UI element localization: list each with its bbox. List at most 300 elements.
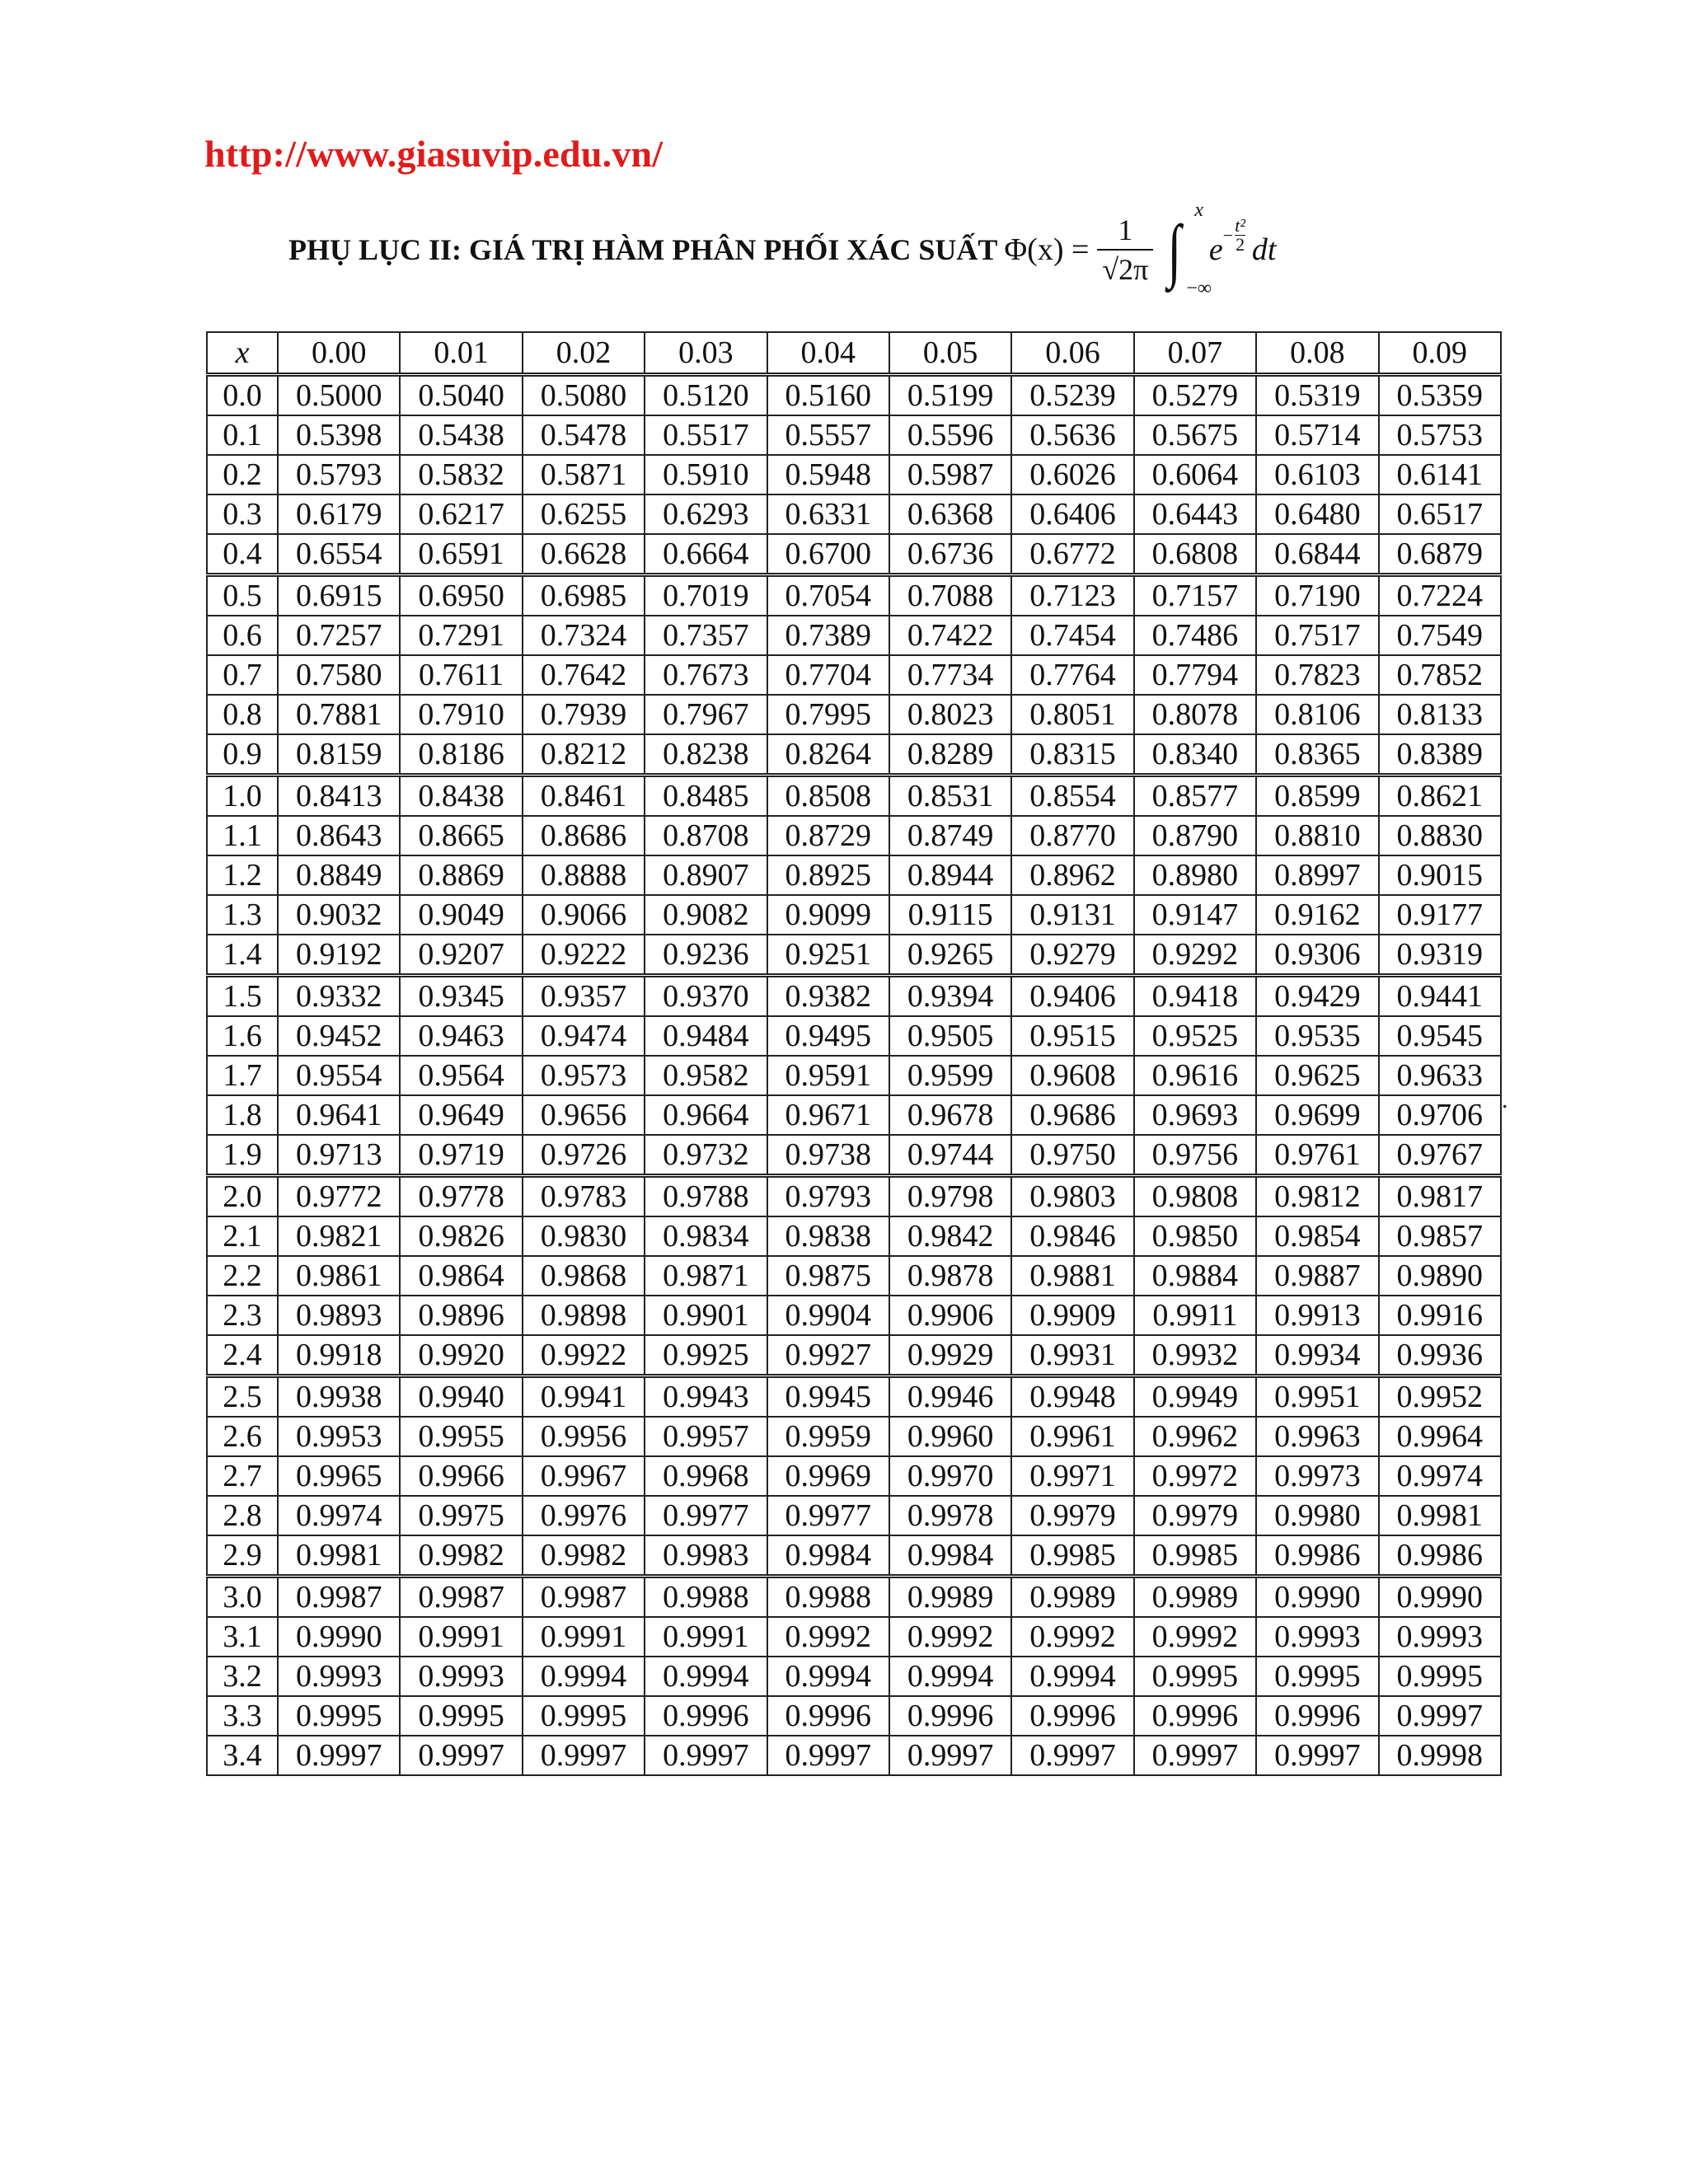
phi-value-cell: 0.9878 [889, 1256, 1011, 1296]
phi-value-cell: 0.9931 [1011, 1335, 1133, 1376]
phi-value-cell: 0.5000 [278, 375, 400, 416]
phi-value-cell: 0.7549 [1379, 616, 1501, 655]
phi-value-cell: 0.9979 [1134, 1496, 1256, 1535]
phi-value-cell: 0.9916 [1379, 1296, 1501, 1335]
x-value-cell: 2.9 [207, 1535, 278, 1577]
phi-value-cell: 0.9265 [889, 935, 1011, 976]
phi-value-cell: 0.9418 [1134, 976, 1256, 1017]
table-row [207, 935, 1501, 976]
page-title [288, 196, 1276, 303]
phi-value-cell: 0.7157 [1134, 575, 1256, 616]
phi-value-cell: 0.8997 [1256, 855, 1378, 895]
phi-value-cell: 0.9952 [1379, 1376, 1501, 1418]
phi-value-cell: 0.6554 [278, 534, 400, 575]
phi-value-cell: 0.9783 [523, 1176, 645, 1217]
row-group [207, 575, 1501, 776]
phi-value-cell: 0.9987 [400, 1577, 522, 1618]
phi-value-cell: 0.9761 [1256, 1135, 1378, 1176]
phi-value-cell: 0.8531 [889, 776, 1011, 817]
phi-value-cell: 0.9554 [278, 1056, 400, 1095]
phi-value-cell: 0.9993 [400, 1657, 522, 1696]
phi-value-cell: 0.9854 [1256, 1216, 1378, 1256]
phi-value-cell: 0.9997 [400, 1736, 522, 1775]
phi-value-cell: 0.8212 [523, 734, 645, 776]
x-value-cell: 1.9 [207, 1135, 278, 1176]
column-header: 0.01 [400, 332, 522, 375]
phi-value-cell: 0.9938 [278, 1376, 400, 1418]
phi-value-cell: 0.9850 [1134, 1216, 1256, 1256]
phi-value-cell: 0.6628 [523, 534, 645, 575]
phi-value-cell: 0.8289 [889, 734, 1011, 776]
phi-value-cell: 0.9987 [278, 1577, 400, 1618]
phi-value-cell: 0.6179 [278, 494, 400, 534]
phi-value-cell: 0.5793 [278, 455, 400, 494]
phi-value-cell: 0.6368 [889, 494, 1011, 534]
table-header-row [207, 332, 1501, 375]
x-value-cell: 2.0 [207, 1176, 278, 1217]
phi-value-cell: 0.9656 [523, 1095, 645, 1135]
phi-value-cell: 0.9591 [767, 1056, 889, 1095]
phi-value-cell: 0.9788 [645, 1176, 767, 1217]
phi-value-cell: 0.8849 [278, 855, 400, 895]
table-row [207, 455, 1501, 494]
x-value-cell: 3.0 [207, 1577, 278, 1618]
phi-value-cell: 0.8686 [523, 816, 645, 855]
phi-value-cell: 0.9989 [889, 1577, 1011, 1618]
phi-value-cell: 0.7704 [767, 655, 889, 695]
phi-value-cell: 0.8869 [400, 855, 522, 895]
phi-value-cell: 0.9989 [1134, 1577, 1256, 1618]
phi-value-cell: 0.5239 [1011, 375, 1133, 416]
x-value-cell: 3.3 [207, 1696, 278, 1736]
phi-value-cell: 0.7734 [889, 655, 1011, 695]
phi-value-cell: 0.9545 [1379, 1016, 1501, 1056]
phi-value-cell: 0.9429 [1256, 976, 1378, 1017]
column-header: 0.06 [1011, 332, 1133, 375]
phi-value-cell: 0.9974 [1379, 1456, 1501, 1496]
x-value-cell: 2.4 [207, 1335, 278, 1376]
phi-value-cell: 0.6700 [767, 534, 889, 575]
phi-value-cell: 0.9982 [400, 1535, 522, 1577]
table-row [207, 734, 1501, 776]
phi-value-cell: 0.9162 [1256, 895, 1378, 935]
phi-value-cell: 0.8315 [1011, 734, 1133, 776]
phi-value-cell: 0.9772 [278, 1176, 400, 1217]
phi-value-cell: 0.9505 [889, 1016, 1011, 1056]
phi-value-cell: 0.9693 [1134, 1095, 1256, 1135]
integral-upper: x [1194, 199, 1203, 221]
phi-value-cell: 0.6331 [767, 494, 889, 534]
phi-value-cell: 0.6772 [1011, 534, 1133, 575]
phi-value-cell: 0.7580 [278, 655, 400, 695]
table-row [207, 534, 1501, 575]
phi-value-cell: 0.5199 [889, 375, 1011, 416]
phi-value-cell: 0.5596 [889, 415, 1011, 455]
exponent-denominator: 2 [1236, 234, 1245, 255]
phi-value-cell: 0.9406 [1011, 976, 1133, 1017]
phi-value-cell: 0.5080 [523, 375, 645, 416]
phi-value-cell: 0.9893 [278, 1296, 400, 1335]
table-row [207, 1296, 1501, 1335]
table-row [207, 655, 1501, 695]
phi-value-cell: 0.7454 [1011, 616, 1133, 655]
phi-value-cell: 0.9997 [1379, 1696, 1501, 1736]
phi-value-cell: 0.9990 [1379, 1577, 1501, 1618]
x-value-cell: 1.5 [207, 976, 278, 1017]
table-row [207, 1736, 1501, 1775]
phi-value-cell: 0.9986 [1379, 1535, 1501, 1577]
table-row [207, 1657, 1501, 1696]
phi-value-cell: 0.9945 [767, 1376, 889, 1418]
phi-value-cell: 0.9997 [278, 1736, 400, 1775]
phi-value-cell: 0.9993 [1379, 1617, 1501, 1657]
table-row [207, 895, 1501, 935]
exponent-sign: − [1222, 224, 1234, 246]
table-row [207, 415, 1501, 455]
phi-value-cell: 0.5557 [767, 415, 889, 455]
phi-value-cell: 0.9357 [523, 976, 645, 1017]
phi-value-cell: 0.9943 [645, 1376, 767, 1418]
phi-value-cell: 0.9177 [1379, 895, 1501, 935]
phi-value-cell: 0.9573 [523, 1056, 645, 1095]
phi-value-cell: 0.9778 [400, 1176, 522, 1217]
phi-value-cell: 0.9995 [1379, 1657, 1501, 1696]
phi-value-cell: 0.7967 [645, 695, 767, 734]
phi-value-cell: 0.8790 [1134, 816, 1256, 855]
phi-value-cell: 0.9996 [889, 1696, 1011, 1736]
phi-value-cell: 0.9969 [767, 1456, 889, 1496]
phi-value-cell: 0.9868 [523, 1256, 645, 1296]
phi-value-cell: 0.8389 [1379, 734, 1501, 776]
phi-value-cell: 0.5636 [1011, 415, 1133, 455]
phi-value-cell: 0.5871 [523, 455, 645, 494]
x-value-cell: 1.4 [207, 935, 278, 976]
phi-value-cell: 0.8907 [645, 855, 767, 895]
x-value-cell: 2.2 [207, 1256, 278, 1296]
phi-value-cell: 0.9966 [400, 1456, 522, 1496]
phi-value-cell: 0.9394 [889, 976, 1011, 1017]
x-value-cell: 0.1 [207, 415, 278, 455]
x-value-cell: 2.8 [207, 1496, 278, 1535]
phi-value-cell: 0.9936 [1379, 1335, 1501, 1376]
phi-value-cell: 0.8708 [645, 816, 767, 855]
phi-value-cell: 0.9756 [1134, 1135, 1256, 1176]
phi-value-cell: 0.9983 [645, 1535, 767, 1577]
phi-value-cell: 0.9599 [889, 1056, 1011, 1095]
phi-value-cell: 0.9996 [1256, 1696, 1378, 1736]
phi-value-cell: 0.8159 [278, 734, 400, 776]
x-value-cell: 1.1 [207, 816, 278, 855]
table-row [207, 375, 1501, 416]
phi-formula [1004, 199, 1277, 299]
phi-value-cell: 0.9251 [767, 935, 889, 976]
phi-value-cell: 0.9452 [278, 1016, 400, 1056]
row-group [207, 375, 1501, 575]
table-row [207, 1535, 1501, 1577]
phi-value-cell: 0.5517 [645, 415, 767, 455]
x-value-cell: 3.2 [207, 1657, 278, 1696]
phi-value-cell: 0.9015 [1379, 855, 1501, 895]
phi-value-cell: 0.9981 [1379, 1496, 1501, 1535]
phi-value-cell: 0.9997 [523, 1736, 645, 1775]
phi-value-cell: 0.9981 [278, 1535, 400, 1577]
phi-value-cell: 0.9976 [523, 1496, 645, 1535]
phi-value-cell: 0.9032 [278, 895, 400, 935]
phi-value-cell: 0.9649 [400, 1095, 522, 1135]
phi-value-cell: 0.7357 [645, 616, 767, 655]
phi-value-cell: 0.7881 [278, 695, 400, 734]
phi-value-cell: 0.9998 [1379, 1736, 1501, 1775]
phi-value-cell: 0.6064 [1134, 455, 1256, 494]
phi-value-cell: 0.9927 [767, 1335, 889, 1376]
phi-value-cell: 0.9994 [1011, 1657, 1133, 1696]
phi-value-cell: 0.9940 [400, 1376, 522, 1418]
phi-value-cell: 0.9706 [1379, 1095, 1501, 1135]
phi-value-cell: 0.8238 [645, 734, 767, 776]
phi-value-cell: 0.9608 [1011, 1056, 1133, 1095]
phi-value-cell: 0.7486 [1134, 616, 1256, 655]
phi-value-cell: 0.9345 [400, 976, 522, 1017]
phi-value-cell: 0.9949 [1134, 1376, 1256, 1418]
phi-value-cell: 0.7257 [278, 616, 400, 655]
table-row [207, 1456, 1501, 1496]
phi-value-cell: 0.9922 [523, 1335, 645, 1376]
phi-value-cell: 0.9985 [1134, 1535, 1256, 1577]
phi-value-cell: 0.9441 [1379, 976, 1501, 1017]
phi-value-cell: 0.9871 [645, 1256, 767, 1296]
phi-value-cell: 0.9975 [400, 1496, 522, 1535]
phi-value-cell: 0.9279 [1011, 935, 1133, 976]
phi-value-cell: 0.9319 [1379, 935, 1501, 976]
phi-value-cell: 0.9887 [1256, 1256, 1378, 1296]
phi-value-cell: 0.8340 [1134, 734, 1256, 776]
phi-value-cell: 0.6103 [1256, 455, 1378, 494]
phi-value-cell: 0.9821 [278, 1216, 400, 1256]
phi-value-cell: 0.8554 [1011, 776, 1133, 817]
phi-value-cell: 0.9973 [1256, 1456, 1378, 1496]
column-header: 0.03 [645, 332, 767, 375]
phi-value-cell: 0.7324 [523, 616, 645, 655]
column-header: 0.00 [278, 332, 400, 375]
table-row [207, 776, 1501, 817]
x-value-cell: 1.8 [207, 1095, 278, 1135]
column-header: 0.08 [1256, 332, 1378, 375]
phi-value-cell: 0.9980 [1256, 1496, 1378, 1535]
x-value-cell: 2.6 [207, 1417, 278, 1456]
site-link[interactable]: http://www.giasuvip.edu.vn/ [204, 133, 663, 175]
phi-value-cell: 0.9990 [1256, 1577, 1378, 1618]
phi-value-cell: 0.6293 [645, 494, 767, 534]
table-row [207, 575, 1501, 616]
phi-value-cell: 0.8944 [889, 855, 1011, 895]
phi-value-cell: 0.6406 [1011, 494, 1133, 534]
phi-value-cell: 0.8770 [1011, 816, 1133, 855]
x-value-cell: 2.1 [207, 1216, 278, 1256]
phi-value-cell: 0.9678 [889, 1095, 1011, 1135]
table-row [207, 1016, 1501, 1056]
phi-value-cell: 0.8729 [767, 816, 889, 855]
phi-value-cell: 0.8665 [400, 816, 522, 855]
phi-value-cell: 0.9913 [1256, 1296, 1378, 1335]
phi-value-cell: 0.9984 [767, 1535, 889, 1577]
phi-value-cell: 0.9535 [1256, 1016, 1378, 1056]
phi-value-cell: 0.8413 [278, 776, 400, 817]
phi-value-cell: 0.9906 [889, 1296, 1011, 1335]
phi-value-cell: 0.9582 [645, 1056, 767, 1095]
phi-value-cell: 0.8485 [645, 776, 767, 817]
row-group [207, 976, 1501, 1176]
phi-value-cell: 0.8461 [523, 776, 645, 817]
phi-value-cell: 0.5120 [645, 375, 767, 416]
table-row [207, 1376, 1501, 1418]
phi-value-cell: 0.9977 [767, 1496, 889, 1535]
phi-value-cell: 0.9564 [400, 1056, 522, 1095]
phi-value-cell: 0.9671 [767, 1095, 889, 1135]
phi-value-cell: 0.9842 [889, 1216, 1011, 1256]
phi-value-cell: 0.9082 [645, 895, 767, 935]
table-row [207, 1617, 1501, 1657]
phi-value-cell: 0.9997 [767, 1736, 889, 1775]
phi-value-cell: 0.9641 [278, 1095, 400, 1135]
x-value-cell: 3.4 [207, 1736, 278, 1775]
phi-value-cell: 0.7794 [1134, 655, 1256, 695]
phi-value-cell: 0.9991 [645, 1617, 767, 1657]
table-row [207, 1335, 1501, 1376]
phi-value-cell: 0.9370 [645, 976, 767, 1017]
phi-value-cell: 0.9988 [645, 1577, 767, 1618]
phi-value-cell: 0.8264 [767, 734, 889, 776]
x-value-cell: 0.7 [207, 655, 278, 695]
phi-table-container [206, 331, 1502, 1776]
phi-value-cell: 0.9953 [278, 1417, 400, 1456]
phi-value-cell: 0.9826 [400, 1216, 522, 1256]
phi-value-cell: 0.9808 [1134, 1176, 1256, 1217]
phi-value-cell: 0.7611 [400, 655, 522, 695]
phi-value-cell: 0.6915 [278, 575, 400, 616]
phi-value-cell: 0.9992 [1134, 1617, 1256, 1657]
phi-value-cell: 0.9963 [1256, 1417, 1378, 1456]
table-row [207, 976, 1501, 1017]
title-text: PHỤ LỤC II: GIÁ TRỊ HÀM PHÂN PHỐI XÁC SUẤT [288, 233, 998, 266]
x-value-cell: 0.8 [207, 695, 278, 734]
phi-value-cell: 0.8078 [1134, 695, 1256, 734]
phi-value-cell: 0.9970 [889, 1456, 1011, 1496]
phi-value-cell: 0.9896 [400, 1296, 522, 1335]
exponent-numerator: t² [1235, 215, 1245, 236]
phi-value-cell: 0.9988 [767, 1577, 889, 1618]
phi-value-cell: 0.9817 [1379, 1176, 1501, 1217]
phi-value-cell: 0.9798 [889, 1176, 1011, 1217]
table-row [207, 1056, 1501, 1095]
phi-value-cell: 0.6664 [645, 534, 767, 575]
column-header: 0.07 [1134, 332, 1256, 375]
phi-value-cell: 0.9992 [767, 1617, 889, 1657]
phi-value-cell: 0.9992 [889, 1617, 1011, 1657]
formula-dt: dt [1251, 232, 1277, 267]
phi-value-cell: 0.6517 [1379, 494, 1501, 534]
phi-value-cell: 0.8830 [1379, 816, 1501, 855]
phi-value-cell: 0.9834 [645, 1216, 767, 1256]
phi-value-cell: 0.7422 [889, 616, 1011, 655]
phi-value-cell: 0.9979 [1011, 1496, 1133, 1535]
phi-value-cell: 0.7291 [400, 616, 522, 655]
phi-value-cell: 0.9993 [278, 1657, 400, 1696]
phi-value-cell: 0.8621 [1379, 776, 1501, 817]
phi-value-cell: 0.9713 [278, 1135, 400, 1176]
phi-value-cell: 0.9956 [523, 1417, 645, 1456]
phi-value-cell: 0.9744 [889, 1135, 1011, 1176]
formula-fraction [1097, 213, 1153, 287]
phi-value-cell: 0.9726 [523, 1135, 645, 1176]
phi-value-cell: 0.9793 [767, 1176, 889, 1217]
phi-value-cell: 0.5987 [889, 455, 1011, 494]
x-value-cell: 0.9 [207, 734, 278, 776]
phi-value-cell: 0.9616 [1134, 1056, 1256, 1095]
phi-value-cell: 0.9978 [889, 1496, 1011, 1535]
phi-value-cell: 0.9738 [767, 1135, 889, 1176]
phi-value-cell: 0.9997 [645, 1736, 767, 1775]
phi-value-cell: 0.8438 [400, 776, 522, 817]
phi-value-cell: 0.9920 [400, 1335, 522, 1376]
table-row [207, 695, 1501, 734]
phi-value-cell: 0.7123 [1011, 575, 1133, 616]
formula-exponential [1208, 215, 1277, 268]
phi-value-cell: 0.8749 [889, 816, 1011, 855]
phi-value-cell: 0.6026 [1011, 455, 1133, 494]
phi-value-cell: 0.9918 [278, 1335, 400, 1376]
row-group [207, 1577, 1501, 1776]
formula-exponent [1223, 217, 1245, 254]
phi-value-cell: 0.5359 [1379, 375, 1501, 416]
phi-value-cell: 0.9664 [645, 1095, 767, 1135]
phi-value-cell: 0.8186 [400, 734, 522, 776]
phi-value-cell: 0.9959 [767, 1417, 889, 1456]
integral-sign: ∫ x −∞ [1167, 199, 1212, 299]
phi-value-cell: 0.9997 [1011, 1736, 1133, 1775]
phi-value-cell: 0.9750 [1011, 1135, 1133, 1176]
table-row [207, 1095, 1501, 1135]
phi-value-cell: 0.7088 [889, 575, 1011, 616]
phi-value-cell: 0.6985 [523, 575, 645, 616]
table-row [207, 855, 1501, 895]
phi-value-table [206, 331, 1502, 1776]
phi-value-cell: 0.7995 [767, 695, 889, 734]
phi-value-cell: 0.9131 [1011, 895, 1133, 935]
phi-value-cell: 0.7939 [523, 695, 645, 734]
phi-value-cell: 0.9633 [1379, 1056, 1501, 1095]
x-value-cell: 3.1 [207, 1617, 278, 1657]
phi-value-cell: 0.8023 [889, 695, 1011, 734]
x-value-cell: 0.5 [207, 575, 278, 616]
phi-value-cell: 0.9968 [645, 1456, 767, 1496]
phi-value-cell: 0.9948 [1011, 1376, 1133, 1418]
phi-value-cell: 0.9995 [523, 1696, 645, 1736]
phi-value-cell: 0.9719 [400, 1135, 522, 1176]
phi-value-cell: 0.9625 [1256, 1056, 1378, 1095]
phi-value-cell: 0.7642 [523, 655, 645, 695]
x-value-cell: 1.2 [207, 855, 278, 895]
x-value-cell: 0.2 [207, 455, 278, 494]
phi-value-cell: 0.9803 [1011, 1176, 1133, 1217]
x-value-cell: 1.0 [207, 776, 278, 817]
phi-value-cell: 0.9986 [1256, 1535, 1378, 1577]
phi-value-cell: 0.9994 [645, 1657, 767, 1696]
phi-value-cell: 0.9463 [400, 1016, 522, 1056]
phi-value-cell: 0.6255 [523, 494, 645, 534]
phi-value-cell: 0.9904 [767, 1296, 889, 1335]
phi-value-cell: 0.7764 [1011, 655, 1133, 695]
phi-value-cell: 0.9996 [767, 1696, 889, 1736]
